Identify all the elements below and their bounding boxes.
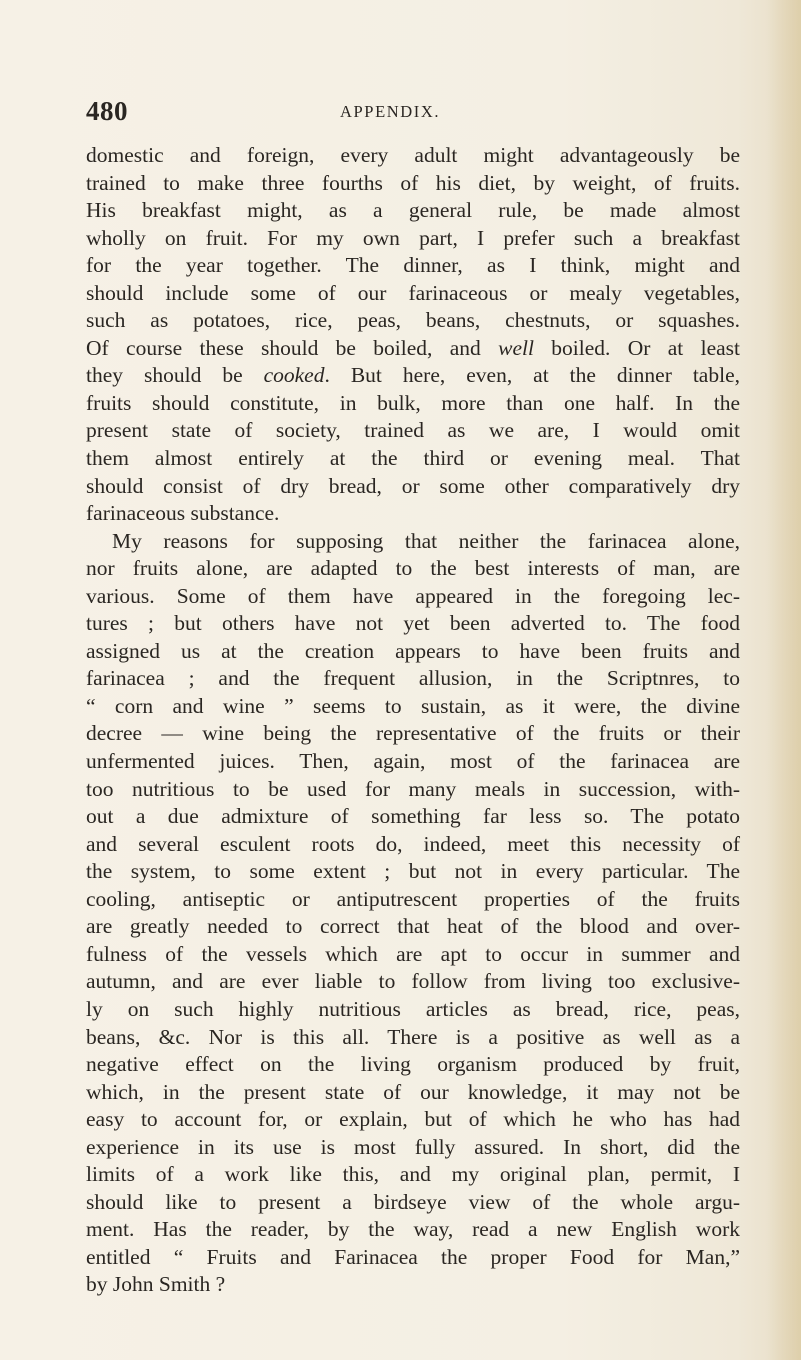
text-line: out a due admixture of something far less so. The potato [86, 804, 740, 829]
text-line: farinacea ; and the frequent allusion, in the Scriptnres, to [86, 666, 740, 691]
text-line: cooling, antiseptic or antiputrescent properties of the fruits [86, 886, 740, 911]
text-line: negative effect on the living organism produced by fruit, [86, 1052, 740, 1077]
text-run: they should be [86, 363, 264, 388]
text-line: tures ; but others have not yet been adverted to. The food [86, 611, 740, 636]
text-line: autumn, and are ever liable to follow from living too exclusive- [86, 969, 740, 994]
text-run: Of course these should be boiled, and [86, 335, 499, 360]
text-line: various. Some of them have appeared in the foregoing lec- [86, 583, 740, 608]
text-line: which, in the present state of our knowledge, it may not be [86, 1079, 740, 1104]
text-line: ment. Has the reader, by the way, read a new English work [86, 1217, 740, 1242]
text-line: wholly on fruit. For my own part, I prefer such a breakfast [86, 225, 740, 250]
text-line: decree — wine being the representative of the fruits or their [86, 721, 740, 746]
text-line: nor fruits alone, are adapted to the best interests of man, are [86, 556, 740, 581]
text-line: limits of a work like this, and my original plan, permit, I [86, 1162, 740, 1187]
text-line: present state of society, trained as we are, I would omit [86, 418, 740, 443]
text-line: and several esculent roots do, indeed, meet this necessity of [86, 831, 740, 856]
text-line: the system, to some extent ; but not in every particular. The [86, 859, 740, 884]
italic-emphasis: cooked [263, 363, 325, 388]
text-line: are greatly needed to correct that heat of the blood and over- [86, 914, 740, 939]
text-line: ly on such highly nutritious articles as bread, rice, peas, [86, 996, 740, 1021]
page-edge-shading [767, 0, 801, 1360]
text-line: for the year together. The dinner, as I think, might and [86, 253, 740, 278]
text-line: beans, &c. Nor is this all. There is a positive as well as a [86, 1024, 740, 1049]
text-line: too nutritious to be used for many meals in succession, with- [86, 776, 740, 801]
text-line: easy to account for, or explain, but of which he who has had [86, 1107, 740, 1132]
text-line [86, 335, 740, 363]
text-line: should like to present a birdseye view of the whole argu- [86, 1189, 740, 1214]
italic-emphasis: well [498, 335, 534, 360]
running-head: APPENDIX. [340, 102, 441, 121]
text-line: should consist of dry bread, or some other comparatively dry [86, 473, 740, 498]
text-line: fruits should constitute, in bulk, more than one half. In the [86, 390, 740, 415]
text-line: by John Smith ? [86, 1272, 226, 1297]
text-line: domestic and foreign, every adult might advantageously be [86, 143, 740, 167]
text-line: unfermented juices. Then, again, most of the farinacea are [86, 749, 740, 774]
text-line: trained to make three fourths of his diet, by weight, of fruits. [86, 170, 740, 195]
text-line: assigned us at the creation appears to have been fruits and [86, 638, 740, 663]
text-line: My reasons for supposing that neither the farinacea alone, [112, 528, 740, 553]
text-run: . But here, even, at the dinner table, [324, 363, 740, 388]
text-line: entitled “ Fruits and Farinacea the proper Food for Man,” [86, 1244, 740, 1269]
text-line: experience in its use is most fully assured. In short, did the [86, 1134, 740, 1159]
text-line: them almost entirely at the third or evening meal. That [86, 446, 740, 471]
text-line: fulness of the vessels which are apt to occur in summer and [86, 941, 740, 966]
body-text [86, 142, 740, 1299]
text-line: such as potatoes, rice, peas, beans, chestnuts, or squashes. [86, 308, 740, 333]
text-run: boiled. Or at least [533, 335, 741, 360]
text-line: should include some of our farinaceous or mealy vegetables, [86, 280, 740, 305]
page-header [86, 96, 726, 130]
text-line [86, 362, 740, 390]
page-number: 480 [86, 96, 128, 126]
text-line: His breakfast might, as a general rule, be made almost [86, 198, 740, 223]
text-line: farinaceous substance. [86, 501, 280, 526]
text-line: “ corn and wine ” seems to sustain, as it were, the divine [86, 693, 740, 718]
